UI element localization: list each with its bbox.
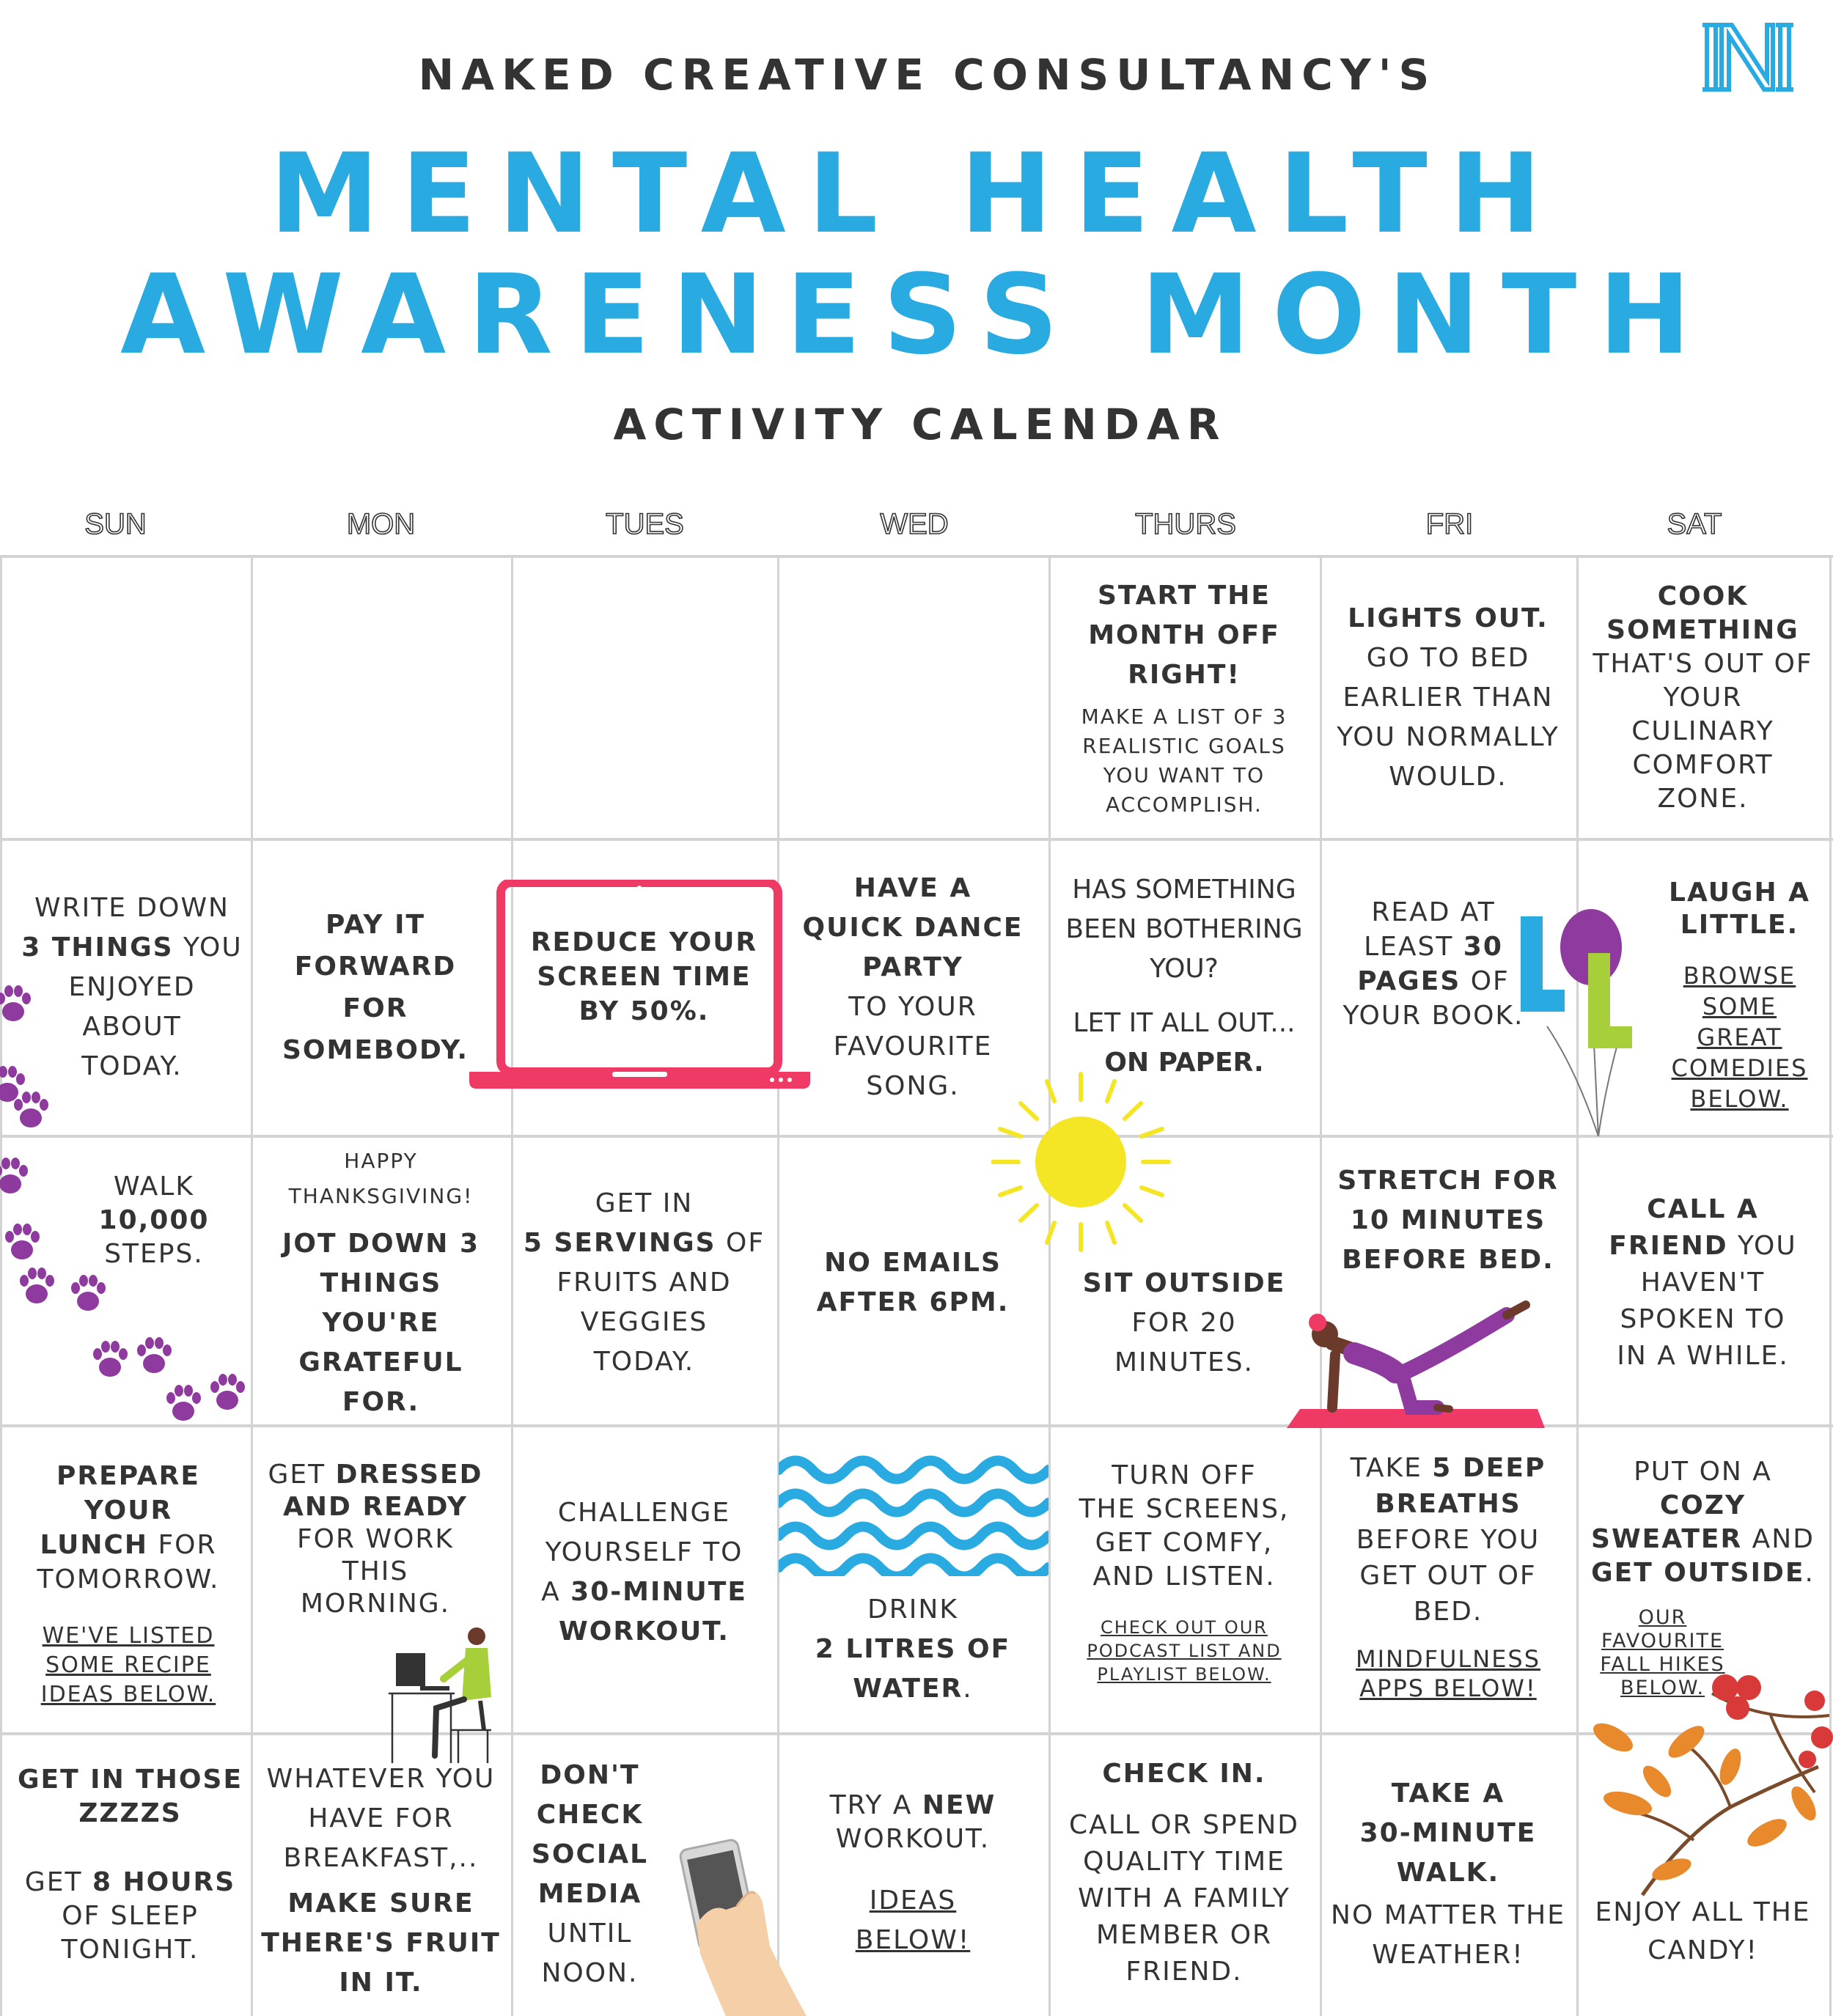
recipe-ideas-link[interactable]: SOME RECIPE [45,1652,211,1678]
day-header-fri: FRI [1425,508,1474,540]
cell-sun-row5: GET IN THOSE ZZZZS GET 8 HOURS OF SLEEP TONIGHT. [17,1765,243,1965]
day-header-mon: MON [346,508,416,540]
cell-mon-row5: WHATEVER YOU HAVE FOR BREAKFAST,.. MAKE SURE THERE'S FRUIT IN IT. [261,1764,501,1998]
cell-sat-row1: COOK SOMETHING THAT'S OUT OF YOUR CULINARY COMFORT ZONE. [1593,581,1813,814]
cell-sun-row3: WALK 10,000 STEPS. [98,1171,210,1269]
cell-wed-row2: HAVE A QUICK DANCE PARTY TO YOUR FAVOURITE SONG. [802,873,1024,1101]
cell-sun-row4: PREPARE YOUR LUNCH FOR TOMORROW. WE'VE LISTED SOME RECIPE IDEAS BELOW. [0,1459,257,1708]
cell-thu-row4: TURN OFF THE SCREENS, GET COMFY, AND LISTEN. CHECK OUT OUR PODCAST LIST AND PLAYLIST BELOW. [1079,1460,1290,1685]
kicker-heading: NAKED CREATIVE CONSULTANCY'S [418,50,1437,100]
podcast-playlist-link[interactable]: CHECK OUT OUR [1101,1617,1268,1638]
fall-hikes-link[interactable]: FALL HIKES [1600,1653,1725,1676]
browse-comedies-link[interactable]: BELOW. [1690,1084,1789,1113]
browse-comedies-link[interactable]: BROWSE [1683,961,1796,990]
cell-wed-row3: NO EMAILS AFTER 6PM. [816,1247,1010,1317]
person-at-desk-icon [385,1627,510,1763]
cell-sat-row5: ENJOY ALL THE CANDY! [1595,1897,1811,1965]
day-header-tues: TUES [606,508,684,540]
page-title-line2: AWARENESS MONTH [120,251,1713,379]
page-title-line1: MENTAL HEALTH [269,130,1564,258]
cell-thu-row2: HAS SOMETHING BEEN BOTHERING YOU? LET IT ALL OUT... ON PAPER. [1065,875,1303,1078]
cell-thu-row3: SIT OUTSIDE FOR 20 MINUTES. [1082,1268,1286,1377]
page-subtitle: ACTIVITY CALENDAR [613,400,1227,449]
browse-comedies-link[interactable]: COMEDIES [1671,1053,1808,1082]
cell-thu-row5: CHECK IN. CALL OR SPEND QUALITY TIME WITH A FAMILY MEMBER OR FRIEND. [1068,1759,1300,1987]
day-header-sat: SAT [1667,508,1722,540]
cell-tue-row2: REDUCE YOUR SCREEN TIME BY 50%. [530,927,758,1026]
fall-hikes-links [1576,1602,1749,1704]
mindfulness-apps-link[interactable]: MINDFULNESS [1355,1645,1541,1673]
workout-ideas-link[interactable]: BELOW! [855,1925,971,1955]
cell-fri-row2: READ AT LEAST 30 PAGES OF YOUR BOOK. [1342,897,1524,1031]
cell-mon-row4: GET DRESSED AND READY FOR WORK THIS MORNING. [268,1460,483,1619]
yoga-stretch-icon [1287,1290,1551,1430]
grid-line [0,1732,1833,1735]
browse-comedies-link[interactable]: SOME [1702,992,1777,1020]
podcast-playlist-link[interactable]: PODCAST LIST AND [1087,1641,1282,1661]
cell-sun-row2: WRITE DOWN 3 THINGS YOU ENJOYED ABOUT TODAY. [21,893,243,1081]
cell-sat-row4: PUT ON A COZY SWEATER AND GET OUTSIDE. [1591,1457,1815,1588]
cell-mon-row3: HAPPY THANKSGIVING! JOT DOWN 3 THINGS YOU'RE GRATEFUL FOR. [282,1148,480,1417]
cell-fri-row1: LIGHTS OUT. GO TO BED EARLIER THAN YOU NORMALLY WOULD. [1337,603,1560,792]
cell-tue-row4: CHALLENGE YOURSELF TO A 30-MINUTE WORKOUT. [541,1497,747,1647]
browse-comedies-link[interactable]: GREAT [1697,1023,1782,1051]
cell-fri-row3: STRETCH FOR 10 MINUTES BEFORE BED. [1337,1166,1559,1275]
fall-hikes-link[interactable]: FAVOURITE [1601,1630,1724,1652]
cell-tue-row3: GET IN 5 SERVINGS OF FRUITS AND VEGGIES TODAY. [523,1188,765,1377]
cell-thu-row1: START THE MONTH OFF RIGHT! MAKE A LIST OF 3 REALISTIC GOALS YOU WANT TO ACCOMPLISH. [1081,581,1287,817]
day-header-thurs: THURS [1135,508,1236,540]
naked-creative-logo-icon [1700,21,1796,94]
cell-tue-row5: DON'T CHECK SOCIAL MEDIA UNTIL NOON. [531,1760,649,1988]
water-waves-icon [779,1452,1048,1576]
cell-wed-row5: TRY A NEW WORKOUT. IDEAS BELOW! [777,1789,1048,1972]
recipe-ideas-link[interactable]: WE'VE LISTED [42,1623,215,1649]
cell-fri-row5: TAKE A 30-MINUTE WALK. NO MATTER THE WEATHER! [1331,1778,1565,1970]
cell-sat-row2: LAUGH A LITTLE. BROWSE SOME GREAT COMEDIES BELOW. [1669,877,1810,1113]
day-header-wed: WED [880,508,949,540]
mindfulness-apps-link[interactable]: APPS BELOW! [1359,1674,1537,1702]
recipe-ideas-link[interactable]: IDEAS BELOW. [40,1682,216,1707]
autumn-leaves-icon [1584,1723,1833,1899]
fall-hikes-link[interactable]: OUR [1638,1606,1687,1629]
fall-hikes-link[interactable]: BELOW. [1620,1677,1705,1699]
cell-wed-row4: DRINK 2 LITRES OF WATER. [815,1594,1011,1704]
podcast-playlist-link[interactable]: PLAYLIST BELOW. [1097,1664,1271,1685]
cell-mon-row2: PAY IT FORWARD FOR SOMEBODY. [282,910,469,1065]
day-header-sun: SUN [84,508,147,540]
cell-fri-row4: TAKE 5 DEEP BREATHS BEFORE YOU GET OUT OF BED. MINDFULNESS APPS BELOW! [1350,1453,1546,1702]
cell-sat-row3: CALL A FRIEND YOU HAVEN'T SPOKEN TO IN A WHILE. [1609,1193,1797,1371]
workout-ideas-link[interactable]: IDEAS [869,1886,957,1916]
